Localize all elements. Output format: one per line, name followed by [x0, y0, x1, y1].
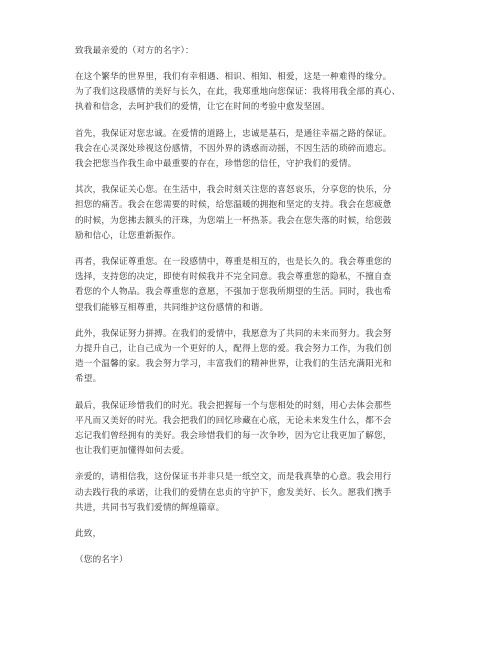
paragraph-line: 其次，我保证关心您。在生活中，我会时刻关注您的喜怒哀乐，分享您的快乐，分: [75, 185, 392, 196]
paragraph-line: 动去践行我的承诺，让我们的爱情在忠贞的守护下，愈发美好、长久。愿我们携手: [75, 487, 392, 498]
paragraph-intro: [75, 70, 435, 116]
paragraph-line: 的时候，为您拂去额头的汗珠，为您端上一杯热茶。我会在您失落的时候，给您鼓: [75, 215, 392, 226]
paragraph-line: 也让我们更加懂得如何去爱。: [75, 446, 190, 457]
paragraph-line: 亲爱的，请相信我，这份保证书并非只是一纸空文，而是我真挚的心意。我会用行: [75, 472, 392, 483]
paragraph-line: 首先，我保证对您忠诚。在爱情的道路上，忠诚是基石，是通往幸福之路的保证。: [75, 128, 392, 139]
paragraph-line: 执着和信念，去呵护我们的爱情，让它在时间的考验中愈发坚固。: [75, 102, 331, 113]
paragraph-line: 最后，我保证珍惜我们的时光。我会把握每一个与您相处的时刻，用心去体会那些: [75, 400, 392, 411]
paragraph-line: 看您的个人物品。我会尊重您的意愿，不强加于您我所期望的生活。同时，我也希: [75, 287, 392, 298]
paragraph-line: 忘记我们曾经拥有的美好。我会珍惜我们的每一次争吵，因为它让我更加了解您，: [75, 431, 392, 442]
paragraph-line: 在这个繁华的世界里，我们有幸相遇、相识、相知、相爱，这是一种难得的缘分。: [75, 72, 392, 82]
paragraph-cherish: [75, 399, 435, 460]
paragraph-line: 我会把您当作我生命中最重要的存在，珍惜您的信任，守护我们的爱情。: [75, 159, 357, 170]
paragraph-line: 共进，共同书写我们爱情的辉煌篇章。: [75, 502, 225, 513]
closing: 此致，: [75, 529, 102, 540]
signature: （您的名字）: [75, 555, 128, 566]
paragraph-line: 为了我们这段感情的美好与长久，在此，我郑重地向您保证：我将用我全部的真心、: [75, 87, 401, 98]
paragraph-line: 励和信心，让您重新振作。: [75, 230, 181, 241]
paragraph-line: 再者，我保证尊重您。在一段感情中，尊重是相互的，也是长久的。我会尊重您的: [75, 257, 392, 268]
paragraph-line: 此外，我保证努力拼搏。在我们的爱情中，我愿意为了共同的未来而努力。我会努: [75, 328, 392, 339]
paragraph-conclusion: [75, 470, 435, 516]
paragraph-line: 希望。: [75, 374, 102, 385]
salutation: 致我最亲爱的（对方的名字）：: [75, 46, 194, 56]
paragraph-line: 造一个温馨的家。我会努力学习，丰富我们的精神世界，让我们的生活充满阳光和: [75, 359, 392, 370]
paragraph-line: 选择，支持您的决定，即使有时候我并不完全同意。我会尊重您的隐私，不擅自查: [75, 272, 392, 283]
paragraph-line: 平凡而又美好的时光。我会把我们的回忆珍藏在心底，无论未来发生什么，都不会: [75, 415, 392, 426]
paragraph-care: [75, 183, 435, 244]
letter-page: [75, 44, 435, 568]
paragraph-line: 力提升自己，让自己成为一个更好的人，配得上您的爱。我会努力工作，为我们创: [75, 344, 392, 355]
paragraph-loyalty: [75, 127, 435, 173]
paragraph-respect: [75, 255, 435, 316]
paragraph-line: 担您的痛苦。我会在您需要的时候，给您温暖的拥抱和坚定的支持。我会在您疲惫: [75, 200, 392, 211]
paragraph-line: 望我们能够互相尊重，共同维护这份感情的和谐。: [75, 302, 269, 313]
paragraph-line: 我会在心灵深处珍视这份感情，不因外界的诱惑而动摇，不因生活的琐碎而遗忘。: [75, 143, 392, 154]
paragraph-effort: [75, 327, 435, 388]
